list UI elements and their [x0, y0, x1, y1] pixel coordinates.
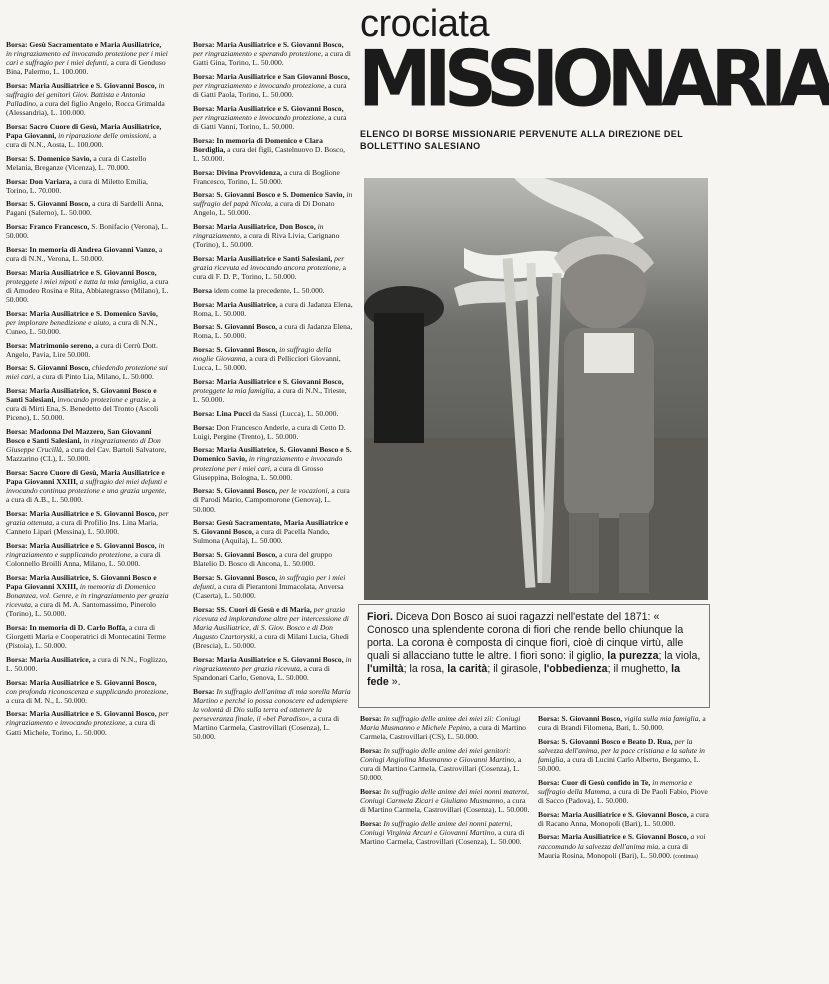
borsa-entry	[193, 300, 353, 318]
column-2	[193, 40, 353, 746]
entry-intention: in ringraziamento e supplicando protezione,	[6, 540, 165, 559]
entry-title: Borsa: S. Giovanni Bosco,	[193, 550, 278, 560]
entry-intention: chiedendo protezione sui miei cari,	[6, 363, 168, 382]
entry-intention: in memoria di Domenico Bonanzea, vol. Genre, e in ringraziamento per grazia ricevuta,	[6, 581, 169, 610]
header-missionaria: MISSIONARIA	[358, 34, 829, 125]
entry-donor: a cura di N.N., Trieste, L. 50.000.	[193, 386, 347, 405]
entry-intention: in ringraziamento e invocando protezione per i miei cari,	[193, 454, 343, 473]
borsa-entry	[193, 72, 353, 99]
entry-intention: in memoria e suffragio della Mamma,	[538, 777, 693, 796]
entry-title: Borsa: Maria Ausiliatrice e S. Giovanni Bosco,	[6, 709, 157, 719]
entry-donor: a cura di Colonnello Broilli Anna, Milano, L. 50.000.	[6, 550, 161, 569]
borsa-entry	[193, 377, 353, 404]
entry-intention: in suffragio della moglie Giovanna,	[193, 345, 332, 364]
caption-lead: Fiori.	[367, 611, 393, 623]
borsa-entry	[6, 309, 169, 336]
column-1	[6, 40, 169, 741]
caption-text	[367, 611, 703, 689]
virtue-purezza: la purezza	[607, 650, 659, 662]
entry-title: Borsa: S. Giovanni Bosco,	[193, 345, 278, 355]
borsa-entry	[6, 541, 169, 568]
virtue-umilta: l'umiltà	[367, 663, 404, 675]
entry-title: Borsa: Maria Ausiliatrice, S. Giovanni Bosco e Santi Salesiani,	[6, 386, 157, 405]
entry-donor: a cura di Mauria Rosina, Monopoli (Bari), L. 50.000.	[538, 841, 689, 860]
entry-intention: per le vocazioni,	[277, 486, 330, 496]
entry-title: Borsa:	[193, 686, 215, 696]
entry-title: Borsa: Maria Ausiliatrice, S. Giovanni Bosco e S. Domenico Savio,	[193, 445, 352, 464]
borsa-entry	[193, 168, 353, 186]
entry-title: Borsa: S. Domenico Savio,	[6, 153, 92, 163]
entry-donor: a cura di M. N., L. 50.000.	[6, 695, 87, 705]
entry-intention: proteggete la mia famiglia,	[193, 386, 276, 396]
entry-title: Borsa: Sacro Cuore di Gesù, Maria Ausiliatrice e Papa Giovanni XXIII,	[6, 468, 165, 487]
entry-title: Borsa: Cuor di Gesù confido in Te,	[538, 777, 651, 787]
entry-intention: per grazia ricevuta ed invocando ancora protezione,	[193, 254, 345, 273]
photo-illustration	[364, 178, 708, 600]
entry-title: Borsa	[193, 285, 212, 295]
entry-donor: a cura di Spandonari Carlo, Genova, L. 50.000.	[193, 663, 330, 682]
entry-intention: per ringraziamento e invocando protezione,	[6, 709, 169, 728]
borsa-entry	[538, 714, 710, 732]
entry-donor: a cura del gruppo Blatelio D. Bosco di Ancona, L. 50.000.	[193, 550, 333, 569]
borsa-entry	[538, 737, 710, 773]
borsa-entry	[193, 322, 353, 340]
entry-donor: a cura di A.B., L. 50.000.	[6, 495, 83, 505]
entry-donor: a cura di Miletto Emilia, Torino, L. 70.000.	[6, 176, 148, 195]
caption-part: ; il mughetto,	[607, 663, 672, 675]
entry-intention: vigila sulla mia famiglia,	[622, 714, 701, 723]
caption-part: Diceva Don Bosco ai suoi ragazzi nell'estate del 1871: « Conosco una splendente corona di fiori che rende bello chiunque la porta. La corona è composta di cinque fiori, cioè di cinque virtù, alle quali si allacciano tutte le altre. I fiori sono: il giglio,	[367, 611, 684, 662]
virtue-carita: la carità	[447, 663, 488, 675]
borsa-entry	[360, 714, 532, 741]
entry-donor: a cura di Gatti Gina, Torino, L. 50.000.	[193, 49, 351, 68]
entry-donor: Don Francesco Anderle, a cura di Cetto D. Luigi, Pergine (Trento), L. 50.000.	[193, 422, 346, 441]
entry-title: Borsa: Maria Ausiliatrice e S. Giovanni Bosco,	[6, 267, 157, 277]
borsa-entry	[193, 655, 353, 682]
caption-box	[358, 604, 710, 708]
entry-title: Borsa: Maria Ausiliatrice, S. Giovanni Bosco e Papa Giovanni XXIII,	[6, 572, 157, 591]
borsa-entry	[6, 341, 169, 359]
entry-title: Borsa: Maria Ausiliatrice e S. Giovanni Bosco,	[6, 509, 157, 519]
borsa-entry	[193, 222, 353, 249]
entry-title: Borsa:	[360, 745, 382, 755]
entry-donor: a cura di Riva Livia, Carignano (Torino), L. 50.000.	[193, 231, 340, 250]
entry-donor: a cura di Brandi Filomena, Bari, L. 50.000.	[538, 714, 706, 733]
entry-donor: a cura dei figli, Castelnuovo D. Bosco, L. 50.000.	[193, 144, 346, 163]
entry-title: Borsa: S. Giovanni Bosco,	[6, 199, 91, 209]
entry-title: Borsa: In memoria di Domenico e Clara Bordiglia,	[193, 135, 323, 154]
entry-donor: a cura di N.N., Cuneo, L. 50.000.	[6, 317, 158, 336]
entry-title: Borsa: In memoria di D. Carlo Boffa,	[6, 622, 128, 632]
entry-title: Borsa: In memoria di Andrea Giovanni Vanzo,	[6, 244, 158, 254]
entry-title: Borsa: SS. Cuori di Gesù e di Maria,	[193, 604, 312, 614]
column-4	[538, 714, 710, 866]
entry-donor: a cura di Jadanza Elena, Roma, L. 50.000.	[193, 299, 353, 318]
borsa-entry	[193, 136, 353, 163]
borsa-entry	[6, 222, 169, 240]
entry-title: Borsa: Maria Ausiliatrice,	[6, 654, 91, 664]
entry-title: Borsa: Gesù Sacramentato, Maria Ausiliatrice e S. Giovanni Bosco,	[193, 518, 349, 537]
entry-donor: a cura di N.N., Verona, L. 50.000.	[6, 244, 163, 264]
entry-intention: In suffragio delle anime dei nonni paterni, Coniugi Virginia Arcuri e Giovanni Martino,	[360, 818, 513, 837]
entry-intention: in suffragio dei genitori Giov. Battista e Antonia Palladino,	[6, 80, 165, 109]
entry-title: Borsa: Maria Ausiliatrice,	[193, 299, 278, 309]
borsa-entry	[6, 468, 169, 504]
entry-donor: a cura di Sardelli Anna, Pagani (Salerno), L. 50.000.	[6, 199, 164, 218]
borsa-entry	[360, 787, 532, 814]
borsa-entry	[538, 810, 710, 828]
caption-part: ; la rosa,	[403, 663, 448, 675]
borsa-entry	[538, 778, 710, 805]
borsa-entry	[6, 509, 169, 536]
entry-intention: proteggete i miei nipoti e tutta la mia famiglia,	[6, 276, 149, 286]
entry-donor: a cura di F. D. P., Torino, L. 50.000.	[193, 263, 347, 282]
entry-title: Borsa: Maria Ausiliatrice e S. Giovanni Bosco,	[6, 540, 157, 550]
borsa-entry	[538, 832, 710, 861]
entry-title: Borsa:	[193, 422, 215, 432]
entry-donor: a cura di Pinto Lia, Milano, L. 50.000.	[35, 372, 154, 382]
entry-title: Borsa: Sacro Cuore di Gesù, Maria Ausiliatrice, Papa Giovanni,	[6, 121, 162, 141]
entry-title: Borsa: Maria Ausiliatrice e San Giovanni Bosco,	[193, 71, 350, 81]
entry-title: Borsa: Divina Provvidenza,	[193, 167, 283, 177]
borsa-entry	[6, 427, 169, 463]
entry-donor: a cura di Amodeo Rosina e Rita, Abbiategrasso (Milano), L. 50.000.	[6, 276, 169, 304]
borsa-entry	[193, 486, 353, 513]
virtue-fede: la fede	[367, 663, 681, 688]
entry-donor: a cura di N.N., Aosta, L. 100.000.	[6, 131, 157, 150]
entry-intention: in ringraziamento di Don Giuseppe Crucillà,	[6, 436, 161, 455]
borsa-entry	[193, 254, 353, 281]
entry-intention: in ringraziamento ed invocando protezione per i miei cari e suffragio per i miei defunti,	[6, 49, 168, 68]
entry-intention: con profonda riconoscenza e supplicando protezione,	[6, 686, 169, 696]
entry-donor: a cura del figlio Angelo, Rocca Grimalda (Alessandria), L. 100.000.	[6, 99, 165, 118]
entry-title: Borsa: Maria Ausiliatrice e S. Giovanni Bosco,	[193, 654, 344, 664]
borsa-entry	[6, 177, 169, 195]
borsa-entry	[6, 678, 169, 705]
borsa-entry	[6, 245, 169, 263]
entry-donor: a cura di Racano Anna, Monopoli (Bari), L. 50.000.	[538, 809, 709, 828]
entry-donor: a cura di Milani Lucia, Ghedi (Brescia), L. 50.000.	[193, 632, 349, 651]
entry-donor: a cura del Cav. Bartoli Salvatore, Mazzarino (CL), L. 50.000.	[6, 445, 167, 464]
entry-donor: a cura di Grosso Giuseppina, Bologna, L. 50.000.	[193, 463, 324, 482]
borsa-entry	[6, 268, 169, 304]
entry-intention: In suffragio delle anime dei miei zii: Coniugi Maria Musmanno e Michele Pepino,	[360, 714, 521, 733]
entry-title: Borsa: Franco Francesco,	[6, 222, 90, 232]
entry-intention: invocando protezione e grazie,	[55, 395, 151, 405]
entry-title: Borsa: Madonna Del Mazzero, San Giovanni Bosco e Santi Salesiani,	[6, 427, 152, 446]
entry-title: Borsa: Maria Ausiliatrice e S. Giovanni Bosco,	[193, 103, 344, 113]
borsa-entry	[193, 423, 353, 441]
entry-title: Borsa: Maria Ausiliatrice, Don Bosco,	[193, 222, 316, 232]
entry-intention: in ringraziamento per grazia ricevuta,	[193, 654, 352, 673]
caption-part: ; il girasole,	[487, 663, 544, 675]
entry-title: Borsa: Maria Ausiliatrice e S. Domenico Savio,	[6, 308, 158, 318]
entry-title: Borsa: Maria Ausiliatrice e Santi Salesiani,	[193, 254, 333, 264]
entry-donor: a cura di Martino Carmela, Castrovillari (Cosenza), L. 50.000.	[193, 713, 340, 742]
entry-donor: a cura di Gatti Michele, Torino, L. 50.000.	[6, 718, 156, 737]
borsa-entry	[193, 687, 353, 742]
entry-donor: a cura di Giorgetti Maria e Cooperatrici di Montecatini Terme (Pistoia), L. 50.000.	[6, 622, 166, 651]
photo-child-with-lilies	[364, 178, 708, 600]
borsa-entry	[193, 104, 353, 131]
borsa-entry	[193, 286, 353, 295]
borsa-entry	[193, 445, 353, 481]
header-subtitle: ELENCO DI BORSE MISSIONARIE PERVENUTE ALLA DIREZIONE DEL BOLLETTINO SALESIANO	[360, 129, 683, 151]
entry-title: Borsa:	[360, 818, 382, 828]
borsa-entry	[6, 709, 169, 736]
entry-donor: a cura di Martino Carmela, Castrovillari (Cosenza), L. 50.000.	[360, 754, 522, 783]
entry-donor: a cura di Martino Carmela, Castrovillari (CS), L. 50.000.	[360, 723, 526, 742]
borsa-entry	[193, 518, 353, 545]
virtue-obbedienza: l'obbedienza	[543, 663, 608, 675]
entry-title: Borsa:	[360, 786, 382, 796]
entry-intention: in riparazione delle omissioni,	[56, 131, 151, 141]
entry-intention: per la salvezza dell'anima, per la pace cristiana e la salute in famiglia,	[538, 736, 705, 764]
entry-title: Borsa: S. Giovanni Bosco,	[193, 322, 278, 332]
entry-intention: per ringraziamento e invocando protezione,	[193, 112, 327, 122]
borsa-entry	[6, 81, 169, 117]
entry-donor: a cura di M. A. Santomassimo, Pinerolo (Torino), L. 50.000.	[6, 600, 156, 619]
entry-intention: In suffragio dell'anima di mia sorella Maria Martino e perché io possa conoscere ed adempiere la volontà di Dio sulla terra ed ottenere la perseveranza finale, il «bel Paradiso»,	[193, 686, 351, 723]
entry-title: Borsa: Gesù Sacramentato e Maria Ausiliatrice,	[6, 40, 162, 49]
entry-donor: idem come la precedente, L. 50.000.	[211, 285, 325, 295]
continua-note: (continua)	[671, 853, 698, 860]
entry-intention: per grazia ricevuta ed implorandone altre per intercessione di Maria Ausiliatrice, di S. Giov. Bosco e di Don Augusto Czartoryski,	[193, 604, 349, 642]
borsa-entry	[6, 655, 169, 673]
entry-donor: a cura di Gatti Vanni, Torino, L. 50.000.	[193, 112, 347, 131]
entry-intention: in suffragio per i miei defunti,	[193, 572, 346, 591]
entry-intention: In suffragio delle anime dei miei nonni materni, Coniugi Carmela Zicari e Giuliano Musmanno,	[360, 786, 529, 805]
entry-donor: a cura di Boglione Francesco, Torino, L. 50.000.	[193, 167, 340, 186]
caption-part: ; la viola,	[658, 650, 701, 662]
entry-donor: a cura di Castello Melania, Breganze (Vicenza), L. 70.000.	[6, 153, 147, 172]
entry-intention: a voi raccomando la salvezza dell'anima mia,	[538, 832, 706, 851]
entry-donor: a cura di Genduso Bina, Palermo, L. 100.000.	[6, 58, 166, 77]
column-3	[360, 714, 532, 851]
entry-title: Borsa: Don Variara,	[6, 176, 72, 186]
entry-intention: per grazia ottenuta,	[6, 509, 169, 528]
borsa-entry	[6, 386, 169, 422]
borsa-entry	[6, 40, 169, 76]
entry-title: Borsa: S. Giovanni Bosco e Beato D. Rua,	[538, 736, 673, 746]
entry-donor: a cura di Martino Carmela, Castrovillari (Cosenza), L. 50.000.	[360, 827, 525, 846]
entry-title: Borsa: Maria Ausiliatrice e S. Giovanni Bosco,	[193, 377, 344, 387]
entry-donor: a cura di Pierantoni Immacolata, Anversa (Caserta), L. 50.000.	[193, 581, 344, 601]
entry-title: Borsa:	[360, 714, 382, 723]
entry-donor: a cura di De Paoli Fabio, Piove di Sacco (Padova), L. 50.000.	[538, 786, 708, 805]
borsa-entry	[6, 363, 169, 381]
entry-intention: per ringraziamento e invocando protezione,	[193, 80, 327, 90]
entry-intention: per ringraziamento e sperando protezione,	[193, 49, 323, 59]
entry-donor: da Sassi (Lucca), L. 50.000.	[251, 408, 339, 418]
borsa-entry	[193, 550, 353, 568]
entry-title: Borsa: Matrimonio sereno,	[6, 340, 94, 350]
borsa-entry	[193, 573, 353, 600]
header-crociata: crociata	[360, 3, 490, 45]
borsa-entry	[193, 190, 353, 217]
borsa-entry	[6, 573, 169, 618]
entry-title: Borsa: Maria Ausiliatrice e S. Giovanni Bosco,	[193, 40, 344, 49]
entry-donor: a cura di Profilio Ins. Lina Maria, Canneto Lipari (Messina), L. 50.000.	[6, 518, 159, 537]
entry-intention: in ringraziamento,	[193, 222, 324, 241]
entry-donor: a cura di N.N., Foglizzo, L. 50.000.	[6, 654, 168, 673]
entry-donor: a cura di Pellicciori Giovanni, Lucca, L. 50.000.	[193, 354, 341, 373]
entry-intention: per implorare benedizione e aiuto,	[6, 317, 111, 327]
entry-donor: a cura di Pacella Nando, Sulmona (Aquila), L. 50.000.	[193, 527, 330, 546]
entry-donor: a cura di Gatti Paola, Torino, L. 50.000.	[193, 80, 347, 100]
borsa-entry	[6, 623, 169, 650]
borsa-entry	[193, 345, 353, 372]
borsa-entry	[193, 40, 353, 67]
entry-intention: in suffragio del papà Nicola,	[193, 190, 353, 209]
entry-title: Borsa: S. Giovanni Bosco,	[193, 486, 278, 496]
borsa-entry	[360, 819, 532, 846]
borsa-entry	[6, 199, 169, 217]
borsa-entry	[193, 605, 353, 650]
entry-title: Borsa: S. Giovanni Bosco,	[6, 363, 91, 373]
entry-title: Borsa: Maria Ausiliatrice e S. Giovanni Bosco,	[538, 809, 689, 819]
entry-intention: In suffragio delle anime dei miei genitori: Coniugi Angiolina Musmanno e Giovanni Martino,	[360, 745, 516, 764]
entry-title: Borsa: Maria Ausiliatrice e S. Giovanni Bosco,	[6, 80, 157, 90]
borsa-entry	[6, 122, 169, 149]
entry-title: Borsa: Maria Ausiliatrice e S. Giovanni Bosco,	[538, 832, 689, 842]
entry-title: Borsa: Lina Pucci	[193, 408, 252, 418]
caption-part: ».	[388, 676, 401, 688]
entry-title: Borsa: Maria Ausiliatrice e S. Giovanni Bosco,	[6, 677, 157, 687]
entry-donor: a cura di Parodi Mario, Campomorone (Genova), L. 50.000.	[193, 486, 350, 514]
entry-donor: a cura di Mirti Ena, S. Benedetto del Tronto (Ascoli Piceno), L. 50.000.	[6, 395, 159, 423]
entry-donor: a cura di Jadanza Elena, Roma, L. 50.000.	[193, 322, 353, 341]
entry-title: Borsa: S. Giovanni Bosco,	[538, 714, 623, 723]
borsa-entry	[360, 746, 532, 782]
entry-donor: a cura di Di Donato Angelo, L. 50.000.	[193, 199, 335, 218]
entry-title: Borsa: S. Giovanni Bosco e S. Domenico Savio,	[193, 190, 345, 200]
entry-donor: a cura di Cerrù Dott. Angelo, Pavia, Lire 50.000.	[6, 340, 158, 359]
borsa-entry	[6, 154, 169, 172]
entry-intention: a suffragio dei miei defunti e invocando continua protezione e una grazia urgente,	[6, 477, 168, 496]
entry-donor: S. Bonifacio (Verona), L. 50.000.	[6, 222, 168, 241]
borsa-entry	[193, 409, 353, 418]
entry-title: Borsa: S. Giovanni Bosco,	[193, 572, 278, 582]
entry-donor: a cura di Lucini Carlo Alberto, Bergamo, L. 50.000.	[538, 754, 701, 774]
entry-donor: a cura di Martino Carmela, Castrovillari (Cosenza), L. 50.000.	[360, 795, 530, 815]
